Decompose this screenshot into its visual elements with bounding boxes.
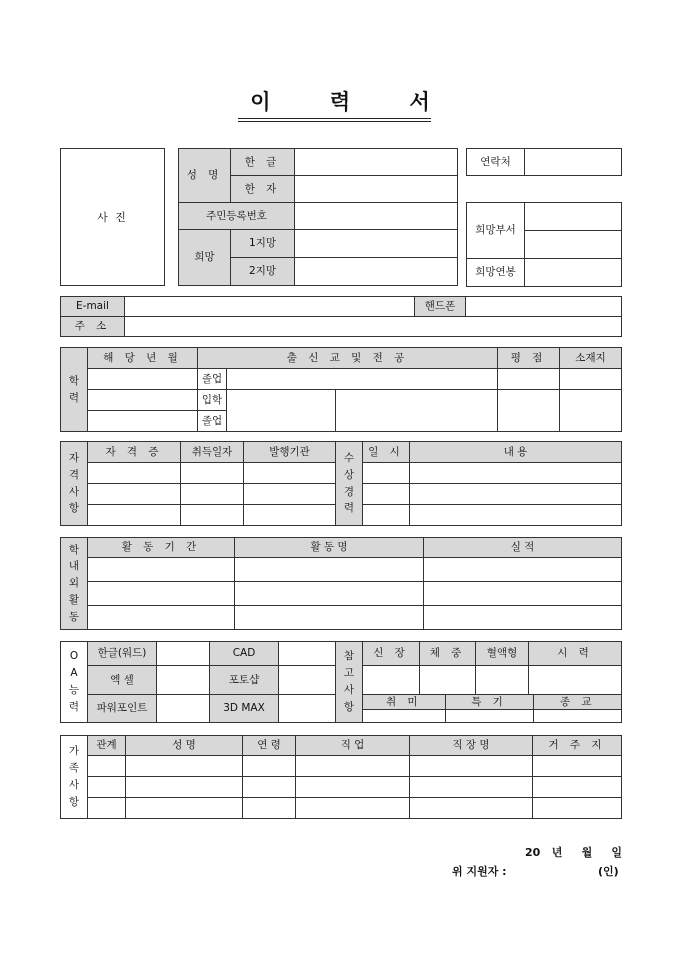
contact-field[interactable] <box>525 149 622 176</box>
cert-date-field[interactable] <box>181 484 244 505</box>
edu-header-date: 해 당 년 월 <box>88 348 198 369</box>
edu-date-field[interactable] <box>88 390 198 411</box>
resident-no-field[interactable] <box>295 203 458 230</box>
hope-label: 희망 <box>179 230 231 286</box>
qual-header-date: 취득일자 <box>181 442 244 463</box>
cert-field[interactable] <box>88 463 181 484</box>
award-date-field[interactable] <box>363 484 410 505</box>
oa-excel-level[interactable] <box>157 666 210 695</box>
award-header-date: 일 시 <box>363 442 410 463</box>
fam-workplace-field[interactable] <box>410 777 533 798</box>
hope-dept-label: 희망부서 <box>467 203 525 259</box>
act-period-field[interactable] <box>88 606 235 630</box>
second-choice-label: 2지망 <box>231 258 295 286</box>
activities-table <box>60 537 622 630</box>
edu-location-field[interactable] <box>560 369 622 390</box>
education-side-label: 학 력 <box>61 348 88 432</box>
address-field[interactable] <box>125 317 622 337</box>
weight-field[interactable] <box>420 666 476 695</box>
fam-header-residence: 거 주 지 <box>533 736 622 756</box>
edu-header-school: 출 신 교 및 전 공 <box>198 348 498 369</box>
photo-label: 사 진 <box>97 211 128 224</box>
blood-field[interactable] <box>476 666 529 695</box>
edu-header-location: 소재지 <box>560 348 622 369</box>
oa-cad-level[interactable] <box>279 642 336 666</box>
award-header-content: 내 용 <box>410 442 622 463</box>
fam-header-name: 성 명 <box>126 736 243 756</box>
contact-table <box>466 148 622 176</box>
edu-date-field[interactable] <box>88 411 198 432</box>
act-header-period: 활 동 기 간 <box>88 538 235 558</box>
cert-date-field[interactable] <box>181 505 244 526</box>
edu-major-field[interactable] <box>336 390 498 432</box>
fam-workplace-field[interactable] <box>410 798 533 819</box>
page-title: 이 력 서 <box>250 90 456 114</box>
qualification-side-label: 자 격 사 항 <box>61 442 88 526</box>
fam-header-age: 연 령 <box>243 736 296 756</box>
act-name-field[interactable] <box>235 582 424 606</box>
first-choice-label: 1지망 <box>231 230 295 258</box>
ref-header-specialty: 특 기 <box>445 695 533 709</box>
act-period-field[interactable] <box>88 558 235 582</box>
fam-name-field[interactable] <box>126 777 243 798</box>
act-result-field[interactable] <box>424 582 622 606</box>
contact-info-table <box>60 296 622 337</box>
award-date-field[interactable] <box>363 505 410 526</box>
act-name-field[interactable] <box>235 558 424 582</box>
fam-header-relation: 관계 <box>88 736 126 756</box>
qual-header-cert: 자 격 증 <box>88 442 181 463</box>
edu-status-admission: 입학 <box>198 390 227 411</box>
fam-residence-field[interactable] <box>533 756 622 777</box>
award-side-label: 수 상 경 력 <box>336 442 363 526</box>
photo-box[interactable] <box>60 148 165 286</box>
oa-item-cad: CAD <box>210 642 279 666</box>
act-period-field[interactable] <box>88 582 235 606</box>
ref-header-vision: 시 력 <box>529 642 622 666</box>
oa-side-label: O A 능 력 <box>61 642 88 723</box>
oa-3dmax-level[interactable] <box>279 695 336 723</box>
mobile-label: 핸드폰 <box>415 297 466 317</box>
award-content-field[interactable] <box>410 484 622 505</box>
fam-age-field[interactable] <box>243 777 296 798</box>
ref-header-hobby: 취 미 <box>363 695 445 709</box>
footer-date: 20 년 월 일 <box>525 846 622 859</box>
cert-issuer-field[interactable] <box>244 505 336 526</box>
hanja-label: 한 자 <box>231 176 295 203</box>
fam-header-job: 직 업 <box>296 736 410 756</box>
hobby-field[interactable] <box>363 709 445 722</box>
ref-header-religion: 종 교 <box>533 695 622 709</box>
cert-date-field[interactable] <box>181 463 244 484</box>
oa-item-photoshop: 포토샵 <box>210 666 279 695</box>
oa-item-powerpoint: 파워포인트 <box>88 695 157 723</box>
oa-powerpoint-level[interactable] <box>157 695 210 723</box>
act-name-field[interactable] <box>235 606 424 630</box>
vision-field[interactable] <box>529 666 622 695</box>
fam-job-field[interactable] <box>296 756 410 777</box>
cert-issuer-field[interactable] <box>244 463 336 484</box>
oa-word-level[interactable] <box>157 642 210 666</box>
second-choice-field[interactable] <box>295 258 458 286</box>
hope-table <box>466 202 622 287</box>
first-choice-field[interactable] <box>295 230 458 258</box>
email-field[interactable] <box>125 297 415 317</box>
award-date-field[interactable] <box>363 463 410 484</box>
title-underline-double <box>238 121 431 122</box>
ref-header-height: 신 장 <box>363 642 420 666</box>
address-label: 주 소 <box>61 317 125 337</box>
fam-relation-field[interactable] <box>88 798 126 819</box>
edu-status-graduation: 졸업 <box>198 369 227 390</box>
fam-workplace-field[interactable] <box>410 756 533 777</box>
hope-salary-label: 희망연봉 <box>467 259 525 287</box>
cert-field[interactable] <box>88 505 181 526</box>
oa-photoshop-level[interactable] <box>279 666 336 695</box>
fam-residence-field[interactable] <box>533 777 622 798</box>
oa-item-excel: 엑 셀 <box>88 666 157 695</box>
fam-name-field[interactable] <box>126 756 243 777</box>
contact-label: 연락처 <box>467 149 525 176</box>
personal-info-table <box>178 148 458 286</box>
hanja-name-field[interactable] <box>295 176 458 203</box>
ref-bottom-cell <box>363 695 622 723</box>
hope-dept-field-2[interactable] <box>525 231 622 259</box>
ref-side-label: 참 고 사 항 <box>336 642 363 723</box>
award-content-field[interactable] <box>410 505 622 526</box>
cert-issuer-field[interactable] <box>244 484 336 505</box>
hope-dept-field-1[interactable] <box>525 203 622 231</box>
qualification-table <box>60 441 622 526</box>
edu-grade-field[interactable] <box>498 390 560 432</box>
oa-item-word: 한글(워드) <box>88 642 157 666</box>
name-label: 성 명 <box>179 149 231 203</box>
edu-header-grade: 평 점 <box>498 348 560 369</box>
act-header-result: 실 적 <box>424 538 622 558</box>
title-underline <box>238 118 431 119</box>
email-label: E-mail <box>61 297 125 317</box>
religion-field[interactable] <box>533 709 622 722</box>
mobile-field[interactable] <box>466 297 622 317</box>
height-field[interactable] <box>363 666 420 695</box>
fam-job-field[interactable] <box>296 798 410 819</box>
family-table <box>60 735 622 819</box>
family-side-label: 가 족 사 항 <box>61 736 88 819</box>
footer-applicant-label: 위 지원자 : <box>452 865 507 878</box>
edu-school-field[interactable] <box>227 369 498 390</box>
edu-grade-field[interactable] <box>498 369 560 390</box>
edu-school-field[interactable] <box>227 390 336 432</box>
specialty-field[interactable] <box>445 709 533 722</box>
fam-relation-field[interactable] <box>88 756 126 777</box>
oa-item-3dmax: 3D MAX <box>210 695 279 723</box>
activities-side-label: 학 내 외 활 동 <box>61 538 88 630</box>
cert-field[interactable] <box>88 484 181 505</box>
fam-job-field[interactable] <box>296 777 410 798</box>
edu-date-field[interactable] <box>88 369 198 390</box>
award-content-field[interactable] <box>410 463 622 484</box>
ref-header-blood: 혈액형 <box>476 642 529 666</box>
fam-age-field[interactable] <box>243 756 296 777</box>
fam-header-workplace: 직 장 명 <box>410 736 533 756</box>
footer-seal: (인) <box>598 865 619 878</box>
oa-table <box>60 641 622 723</box>
education-table <box>60 347 622 432</box>
hangul-label: 한 글 <box>231 149 295 176</box>
qual-header-issuer: 발행기관 <box>244 442 336 463</box>
act-result-field[interactable] <box>424 558 622 582</box>
fam-relation-field[interactable] <box>88 777 126 798</box>
fam-age-field[interactable] <box>243 798 296 819</box>
act-header-name: 활 동 명 <box>235 538 424 558</box>
hangul-name-field[interactable] <box>295 149 458 176</box>
fam-residence-field[interactable] <box>533 798 622 819</box>
edu-status-graduation: 졸업 <box>198 411 227 432</box>
resident-no-label: 주민등록번호 <box>179 203 295 230</box>
act-result-field[interactable] <box>424 606 622 630</box>
hope-salary-field[interactable] <box>525 259 622 287</box>
fam-name-field[interactable] <box>126 798 243 819</box>
edu-location-field[interactable] <box>560 390 622 432</box>
ref-header-weight: 체 중 <box>420 642 476 666</box>
